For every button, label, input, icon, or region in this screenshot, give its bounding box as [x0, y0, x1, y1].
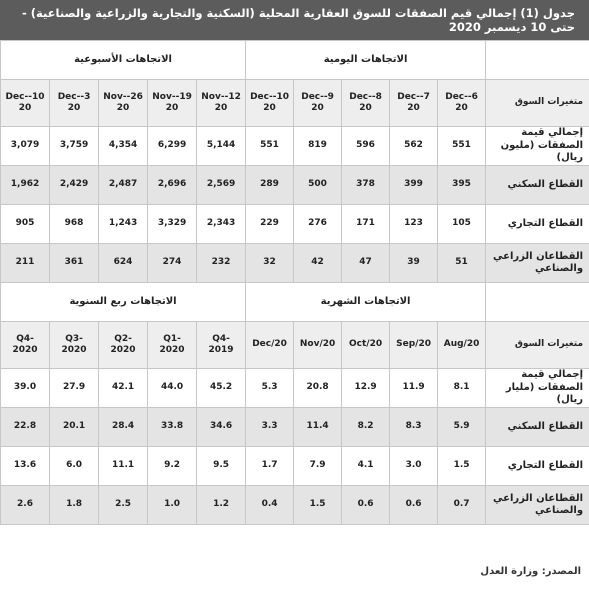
table-cell: 3.0 [390, 447, 438, 486]
table-cell: 12.9 [342, 369, 390, 408]
table-cell: 22.8 [1, 408, 50, 447]
column-header: 26-Nov-20 [99, 80, 148, 127]
table-cell: 0.6 [342, 486, 390, 525]
table-cell: 1.2 [197, 486, 246, 525]
table-cell: 3,079 [1, 127, 50, 166]
table-cell: 8.1 [438, 369, 486, 408]
table1-header-row [1, 80, 589, 127]
table-cell: 11.1 [99, 447, 148, 486]
column-header: 6-Dec-20 [438, 80, 486, 127]
row-label: إجمالي قيمة الصفقات (مليار ريال) [486, 369, 589, 408]
row-label: القطاعان الزراعي والصناعي [486, 244, 589, 283]
column-header: Q4- 2019 [197, 322, 246, 369]
table-cell: 1,962 [1, 166, 50, 205]
table-cell: 2,429 [50, 166, 99, 205]
table-cell: 47 [342, 244, 390, 283]
row-label: إجمالي قيمة الصفقات (مليون ريال) [486, 127, 589, 166]
table-cell: 5,144 [197, 127, 246, 166]
table-cell: 9.2 [148, 447, 197, 486]
table-cell: 229 [246, 205, 294, 244]
table-cell: 0.6 [390, 486, 438, 525]
table-cell: 1.0 [148, 486, 197, 525]
column-header: Q2- 2020 [99, 322, 148, 369]
table-cell: 5.3 [246, 369, 294, 408]
table-row [1, 447, 589, 486]
table-row [1, 127, 589, 166]
table-cell: 39.0 [1, 369, 50, 408]
column-header: Q1- 2020 [148, 322, 197, 369]
column-header: Q4- 2020 [1, 322, 50, 369]
row-label: القطاع السكني [486, 166, 589, 205]
row-label: القطاع السكني [486, 408, 589, 447]
table-cell: 20.8 [294, 369, 342, 408]
table-cell: 34.6 [197, 408, 246, 447]
table-cell: 28.4 [99, 408, 148, 447]
column-header: 12-Nov-20 [197, 80, 246, 127]
table-cell: 905 [1, 205, 50, 244]
table-cell: 42.1 [99, 369, 148, 408]
row-header-label: متغيرات السوق [486, 322, 589, 369]
table-cell: 6.0 [50, 447, 99, 486]
table-cell: 123 [390, 205, 438, 244]
table-cell: 9.5 [197, 447, 246, 486]
table-cell: 8.3 [390, 408, 438, 447]
table-cell: 289 [246, 166, 294, 205]
row-label: القطاع التجاري [486, 447, 589, 486]
table-row [1, 244, 589, 283]
table1-group-row [1, 41, 589, 80]
table-cell: 44.0 [148, 369, 197, 408]
table-cell: 2,487 [99, 166, 148, 205]
table-cell: 32 [246, 244, 294, 283]
column-header: Dec/20 [246, 322, 294, 369]
column-header: Aug/20 [438, 322, 486, 369]
table-cell: 500 [294, 166, 342, 205]
row-header-label: متغيرات السوق [486, 80, 589, 127]
table-cell: 232 [197, 244, 246, 283]
column-header: 7-Dec-20 [390, 80, 438, 127]
table-title: جدول (1) إجمالي قيم الصفقات للسوق العقارية المحلية (السكنية والتجارية والزراعية والصناعية) - حتى 10 ديسمبر 2020 [0, 0, 589, 40]
column-header: 19-Nov-20 [148, 80, 197, 127]
column-header: Oct/20 [342, 322, 390, 369]
table-cell: 2,696 [148, 166, 197, 205]
table-cell: 20.1 [50, 408, 99, 447]
table-cell: 3,759 [50, 127, 99, 166]
table-cell: 819 [294, 127, 342, 166]
table-row [1, 369, 589, 408]
column-header: 3-Dec-20 [50, 80, 99, 127]
table-cell: 105 [438, 205, 486, 244]
table-cell: 27.9 [50, 369, 99, 408]
table-cell: 1,243 [99, 205, 148, 244]
table-cell: 39 [390, 244, 438, 283]
table-cell: 45.2 [197, 369, 246, 408]
table-cell: 4.1 [342, 447, 390, 486]
table-cell: 2.6 [1, 486, 50, 525]
table-cell: 0.7 [438, 486, 486, 525]
table-row [1, 205, 589, 244]
table-cell: 551 [438, 127, 486, 166]
table-cell: 551 [246, 127, 294, 166]
table-cell: 276 [294, 205, 342, 244]
table-row [1, 166, 589, 205]
table-cell: 399 [390, 166, 438, 205]
table-cell: 7.9 [294, 447, 342, 486]
table-cell: 1.7 [246, 447, 294, 486]
table-cell: 3,329 [148, 205, 197, 244]
table-cell: 361 [50, 244, 99, 283]
table-cell: 2,343 [197, 205, 246, 244]
table-cell: 1.8 [50, 486, 99, 525]
table-cell: 968 [50, 205, 99, 244]
row-label: القطاعان الزراعي والصناعي [486, 486, 589, 525]
table-cell: 6,299 [148, 127, 197, 166]
table-cell: 5.9 [438, 408, 486, 447]
table-cell: 171 [342, 205, 390, 244]
table-cell: 1.5 [438, 447, 486, 486]
table-cell: 596 [342, 127, 390, 166]
column-header: 8-Dec-20 [342, 80, 390, 127]
column-header: 9-Dec-20 [294, 80, 342, 127]
table-cell: 33.8 [148, 408, 197, 447]
table-cell: 2.5 [99, 486, 148, 525]
table-cell: 13.6 [1, 447, 50, 486]
table-cell: 2,569 [197, 166, 246, 205]
table-cell: 51 [438, 244, 486, 283]
table-cell: 42 [294, 244, 342, 283]
group-header: الاتجاهات اليومية [246, 41, 486, 80]
table-cell: 274 [148, 244, 197, 283]
group-header: الاتجاهات ربع السنوية [1, 283, 246, 322]
column-header: Nov/20 [294, 322, 342, 369]
table-cell: 0.4 [246, 486, 294, 525]
table-cell: 8.2 [342, 408, 390, 447]
group-header: الاتجاهات الشهرية [246, 283, 486, 322]
table2-group-row [1, 283, 589, 322]
market-table [0, 40, 589, 525]
column-header: Q3- 2020 [50, 322, 99, 369]
group-blank [486, 41, 589, 80]
source-note: المصدر: وزارة العدل [480, 566, 581, 577]
table-row [1, 408, 589, 447]
table2-header-row [1, 322, 589, 369]
table-cell: 4,354 [99, 127, 148, 166]
group-blank [486, 283, 589, 322]
table-cell: 11.9 [390, 369, 438, 408]
table-cell: 562 [390, 127, 438, 166]
column-header: 10-Dec-20 [1, 80, 50, 127]
table-cell: 211 [1, 244, 50, 283]
table-cell: 11.4 [294, 408, 342, 447]
row-label: القطاع التجاري [486, 205, 589, 244]
table-cell: 624 [99, 244, 148, 283]
table-cell: 3.3 [246, 408, 294, 447]
table-cell: 1.5 [294, 486, 342, 525]
group-header: الاتجاهات الأسبوعية [1, 41, 246, 80]
column-header: Sep/20 [390, 322, 438, 369]
table-cell: 378 [342, 166, 390, 205]
column-header: 10-Dec-20 [246, 80, 294, 127]
table-row [1, 486, 589, 525]
table-cell: 395 [438, 166, 486, 205]
